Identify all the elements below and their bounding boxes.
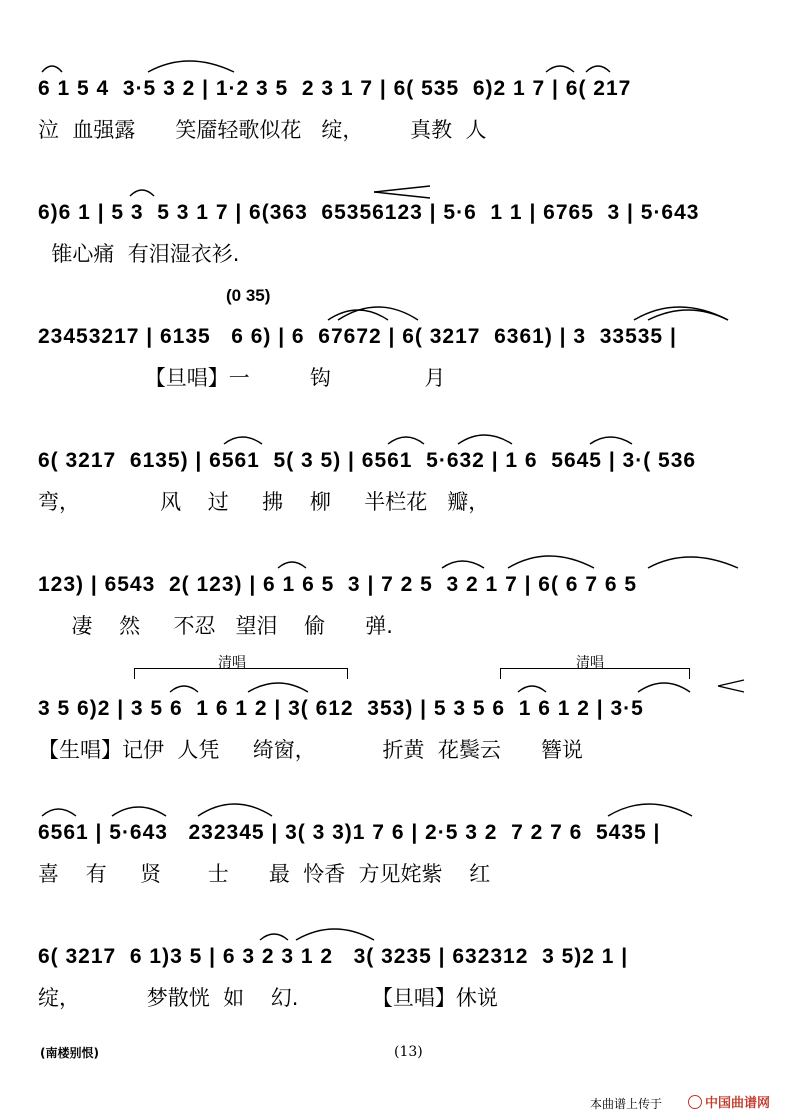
notation-line: 6( 3217 6135) | 6561 5( 3 5) | 6561 5·632 | 1 6 5645 | 3·( 536 (38, 449, 697, 472)
slur-marks (38, 552, 750, 572)
lyrics-line: 绽， 梦散恍 如 幻. 【旦唱】休说 (38, 986, 498, 1010)
score-row-7 (38, 818, 750, 888)
score-row-8 (38, 942, 750, 1012)
score-title-footer: (南楼别恨) (40, 1046, 99, 1060)
notation-line: 6)6 1 | 5 3 5 3 1 7 | 6(363 65356123 | 5·6 1 1 | 6765 3 | 5·643 (38, 201, 700, 224)
notation-line: 6561 | 5·643 232345 | 3( 3 3)1 7 6 | 2·5 3 2 7 2 7 6 5435 | (38, 821, 661, 844)
slur-marks (38, 180, 750, 200)
slur-marks (38, 800, 750, 820)
lyrics-line: 锥心痛 有泪湿衣衫. (38, 242, 240, 266)
notation-line: 123) | 6543 2( 123) | 6 1 6 5 3 | 7 2 5 3 2 1 7 | 6( 6 7 6 5 (38, 573, 638, 596)
site-name: 中国曲谱网 (705, 1096, 771, 1111)
lyrics-line: 【生唱】记伊 人凭 绮窗， 折黄 花鬓云 簪说 (38, 738, 583, 762)
qingchang-label: 清唱 (576, 655, 604, 671)
lyrics-line: 【旦唱】一 钩 月 (38, 366, 446, 390)
score-row-5 (38, 570, 750, 640)
slur-marks (38, 428, 750, 448)
grace-annotation: (0 35) (226, 286, 271, 305)
slur-marks (38, 924, 750, 944)
notation-line: 6 1 5 4 3·5 3 2 | 1·2 3 5 2 3 1 7 | 6( 535 6)2 1 7 | 6( 217 (38, 77, 632, 100)
qingchang-label: 清唱 (218, 655, 246, 671)
notation-line: 23453217 | 6135 6 6) | 6 67672 | 6( 3217 6361) | 3 33535 | (38, 325, 677, 348)
slur-marks (38, 56, 750, 76)
site-logo-icon (688, 1095, 702, 1109)
score-row-1 (38, 74, 750, 144)
source-text: 本曲谱上传于 (590, 1097, 663, 1111)
slur-marks (38, 676, 750, 696)
notation-line: 6( 3217 6 1)3 5 | 6 3 2 3 1 2 3( 3235 | 632312 3 5)2 1 | (38, 945, 629, 968)
lyrics-line: 凄 然 不忍 望泪 偷 弹. (38, 614, 393, 638)
score-row-3 (38, 286, 750, 392)
lyrics-line: 弯， 风 过 拂 柳 半栏花 瓣， (38, 490, 490, 514)
score-row-6 (38, 655, 750, 764)
lyrics-line: 喜 有 贤 士 最 怜香 方见姹紫 红 (38, 862, 491, 886)
notation-line: 3 5 6)2 | 3 5 6 1 6 1 2 | 3( 612 353) | 5 3 5 6 1 6 1 2 | 3·5 (38, 697, 644, 720)
score-row-2 (38, 198, 750, 268)
lyrics-line: 泣 血强露 笑靥轻歌似花 绽， 真教 人 (38, 118, 487, 142)
page-number: (13) (394, 1044, 423, 1060)
slur-marks (38, 304, 750, 324)
score-row-4 (38, 446, 750, 516)
site-logo[interactable] (688, 1092, 770, 1111)
